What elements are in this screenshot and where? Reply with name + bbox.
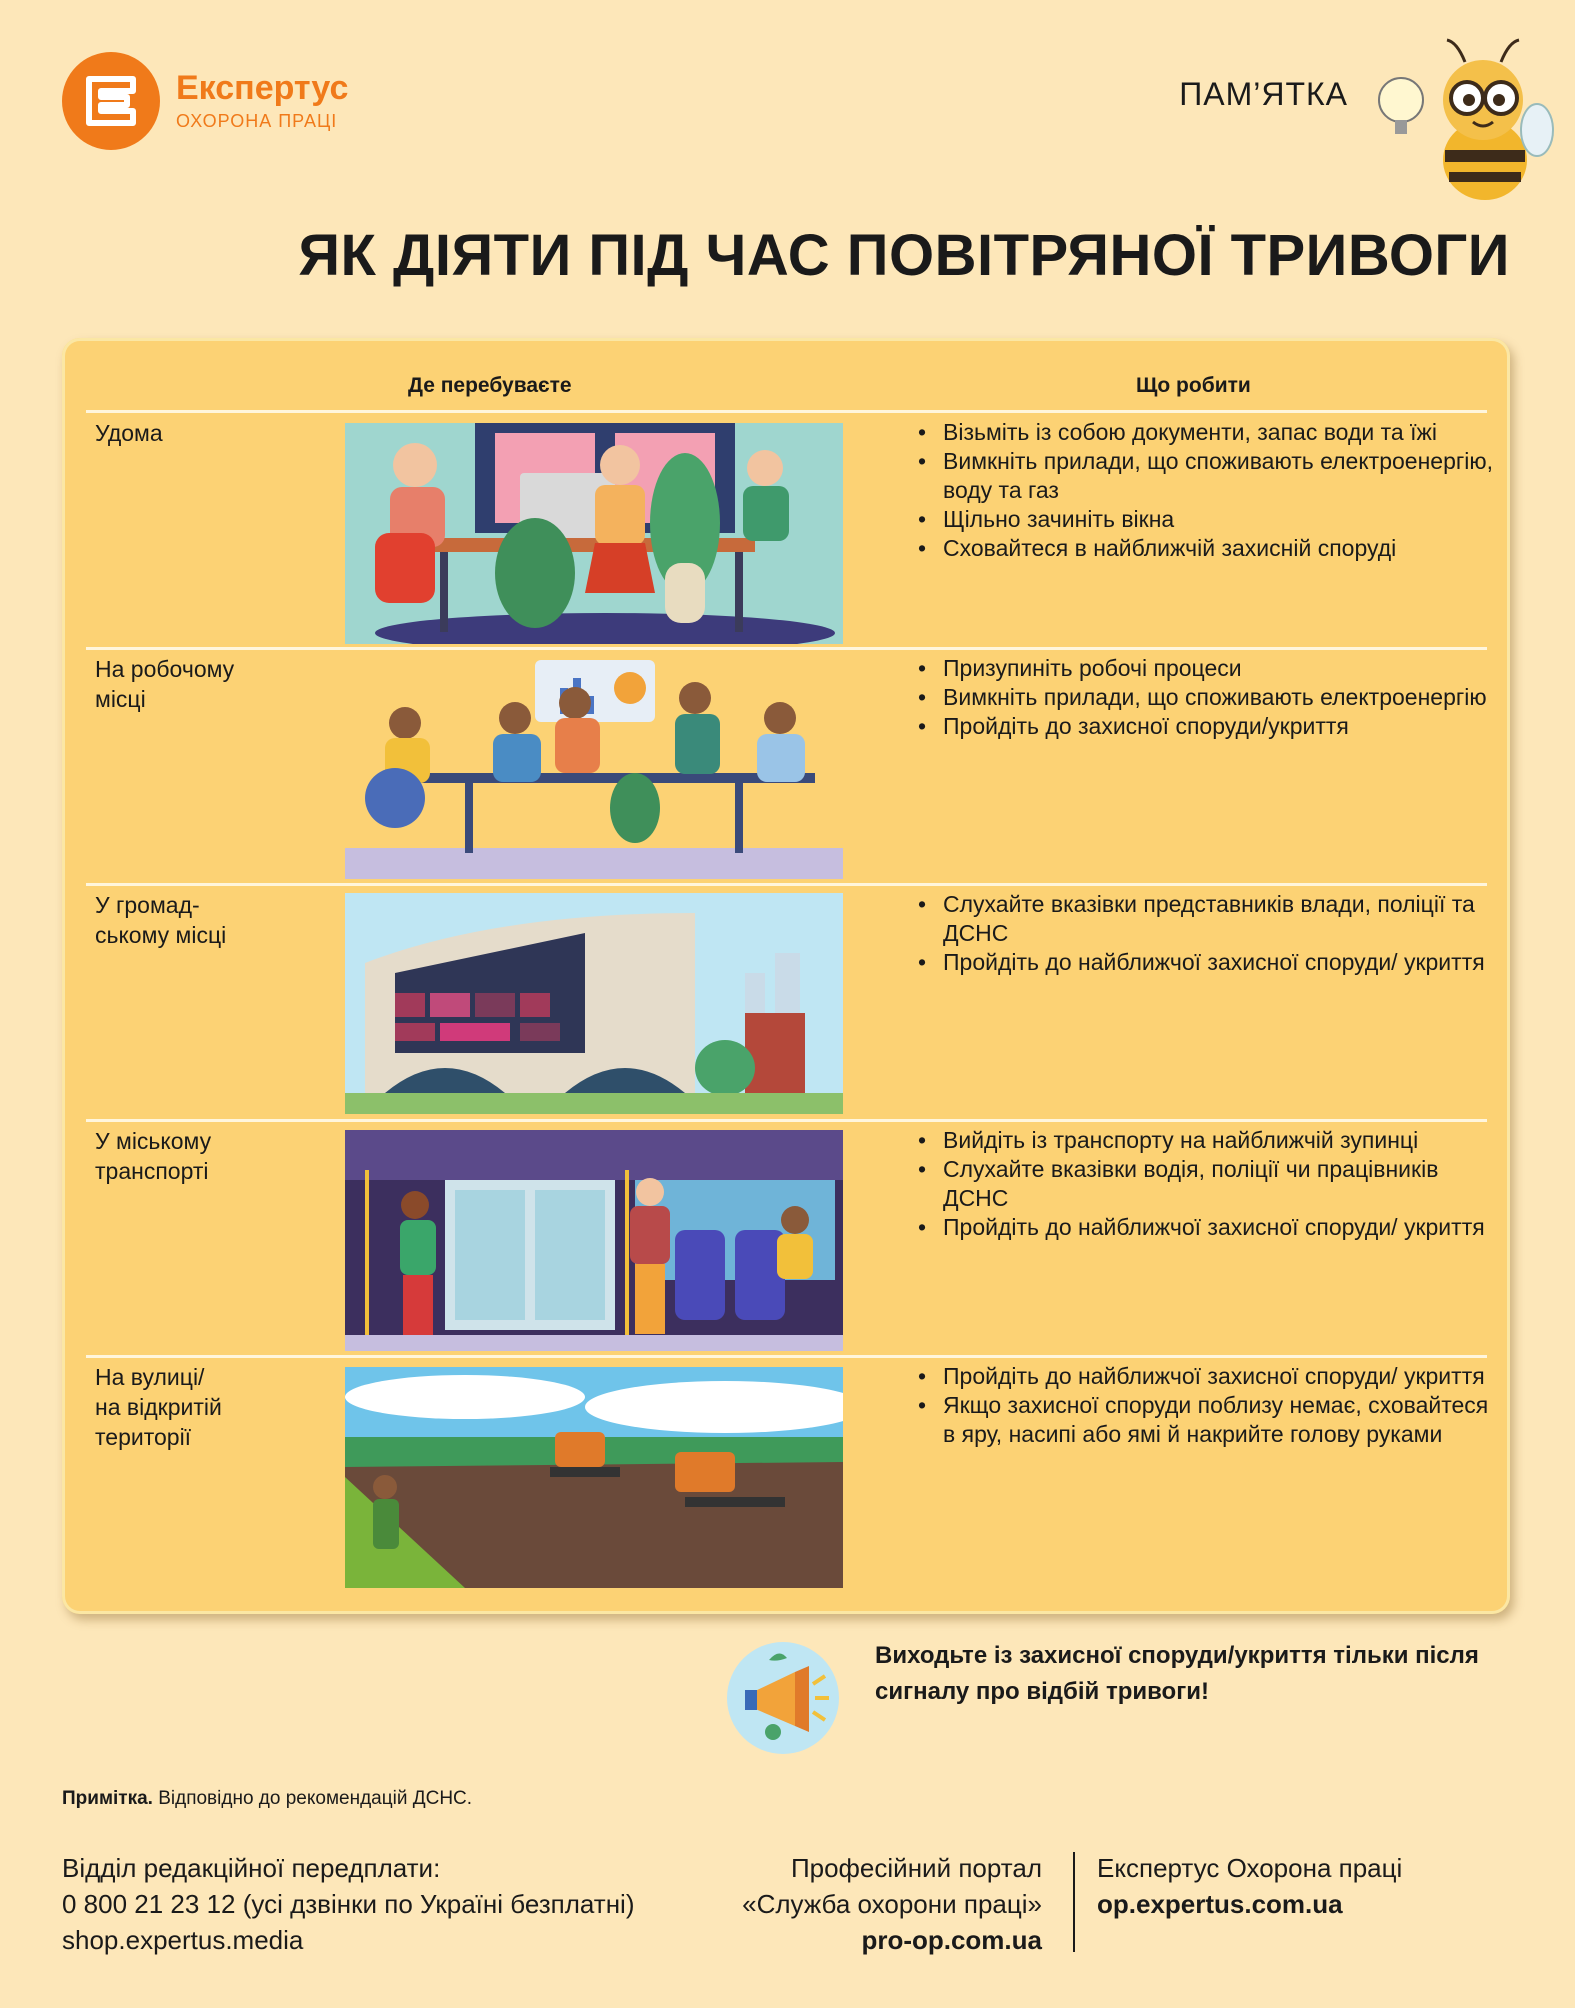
row-label-street: На вулиці/ на відкритій території [95,1364,222,1450]
row-label-public-place: У громад- ському місці [95,892,227,948]
action-item: • Слухайте вказівки представників влади, поліції та ДСНС [918,890,1493,948]
footnote: Примітка. Відповідно до рекомендацій ДСНС. [62,1788,473,1809]
action-item: • Вийдіть із транспорту на найближчій зупинці [918,1126,1493,1155]
footer-portal: Професійний портал «Служба охорони праці» pro-op.com.ua [742,1850,1042,1958]
brand-name: Експертус [176,68,349,107]
row-divider [86,410,1487,413]
actions-workplace [918,654,1493,741]
footer-subscription: Відділ редакційної передплати: 0 800 21 23 12 (усі дзвінки по Україні безплатні) shop.expertus.media [62,1850,634,1958]
field-illustration [345,1367,843,1588]
action-item: • Сховайтеся в найближчій захисній споруді [918,534,1493,563]
actions-street [918,1362,1493,1449]
column-header-where: Де перебуваєте [408,374,572,397]
action-item: • Пройдіть до найближчої захисної споруди/ укриття [918,1213,1493,1242]
bus-illustration [345,1130,843,1351]
document-type: ПАМ’ЯТКА [1179,76,1348,112]
phone-number[interactable]: 0 800 21 23 12 (усі дзвінки по Україні безплатні) [62,1889,635,1919]
portal-link[interactable]: pro-op.com.ua [861,1925,1042,1955]
callout-message: Виходьте із захисної споруди/укриття тільки після сигналу про відбій тривоги! [875,1642,1479,1705]
actions-public-place [918,890,1493,977]
row-divider [86,647,1487,650]
action-item: • Призупиніть робочі процеси [918,654,1493,683]
bee-mascot-icon [1365,30,1555,210]
action-item: • Щільно зачиніть вікна [918,505,1493,534]
logo-icon [62,52,160,150]
row-divider [86,1355,1487,1358]
action-item: • Вимкніть прилади, що споживають електроенергію, воду та газ [918,447,1493,505]
row-label-workplace: На робочому місці [95,656,235,712]
actions-home [918,418,1493,563]
shop-link[interactable]: shop.expertus.media [62,1925,304,1955]
home-illustration [345,423,843,644]
office-illustration [345,658,843,879]
action-item: • Пройдіть до найближчої захисної споруди/ укриття [918,948,1493,977]
page-title: ЯК ДІЯТИ ПІД ЧАС ПОВІТРЯНОЇ ТРИВОГИ [298,223,1510,288]
row-label-home: Удома [95,420,163,446]
action-item: • Візьміть із собою документи, запас води та їжі [918,418,1493,447]
action-item: • Вимкніть прилади, що споживають електроенергію [918,683,1493,712]
action-item: • Пройдіть до найближчої захисної споруди/ укриття [918,1362,1493,1391]
row-label-city-transport: У міському транспорті [95,1128,212,1184]
action-item: • Якщо захисної споруди поблизу немає, сховайтеся в яру, насипі або ямі й накрийте голову руками [918,1391,1493,1449]
action-item: • Слухайте вказівки водія, поліції чи працівників ДСНС [918,1155,1493,1213]
megaphone-icon [725,1640,841,1756]
column-header-what: Що робити [1136,374,1251,397]
row-divider [86,883,1487,886]
brand-link[interactable]: op.expertus.com.ua [1097,1889,1343,1919]
actions-city-transport [918,1126,1493,1242]
mall-illustration [345,893,843,1114]
brand-subtitle: ОХОРОНА ПРАЦІ [176,110,338,131]
action-item: • Пройдіть до захисної споруди/укриття [918,712,1493,741]
footer-divider [1073,1852,1075,1952]
footer-brand: Експертус Охорона праці op.expertus.com.ua [1097,1850,1402,1922]
row-divider [86,1119,1487,1122]
brand-logo[interactable] [62,52,348,150]
